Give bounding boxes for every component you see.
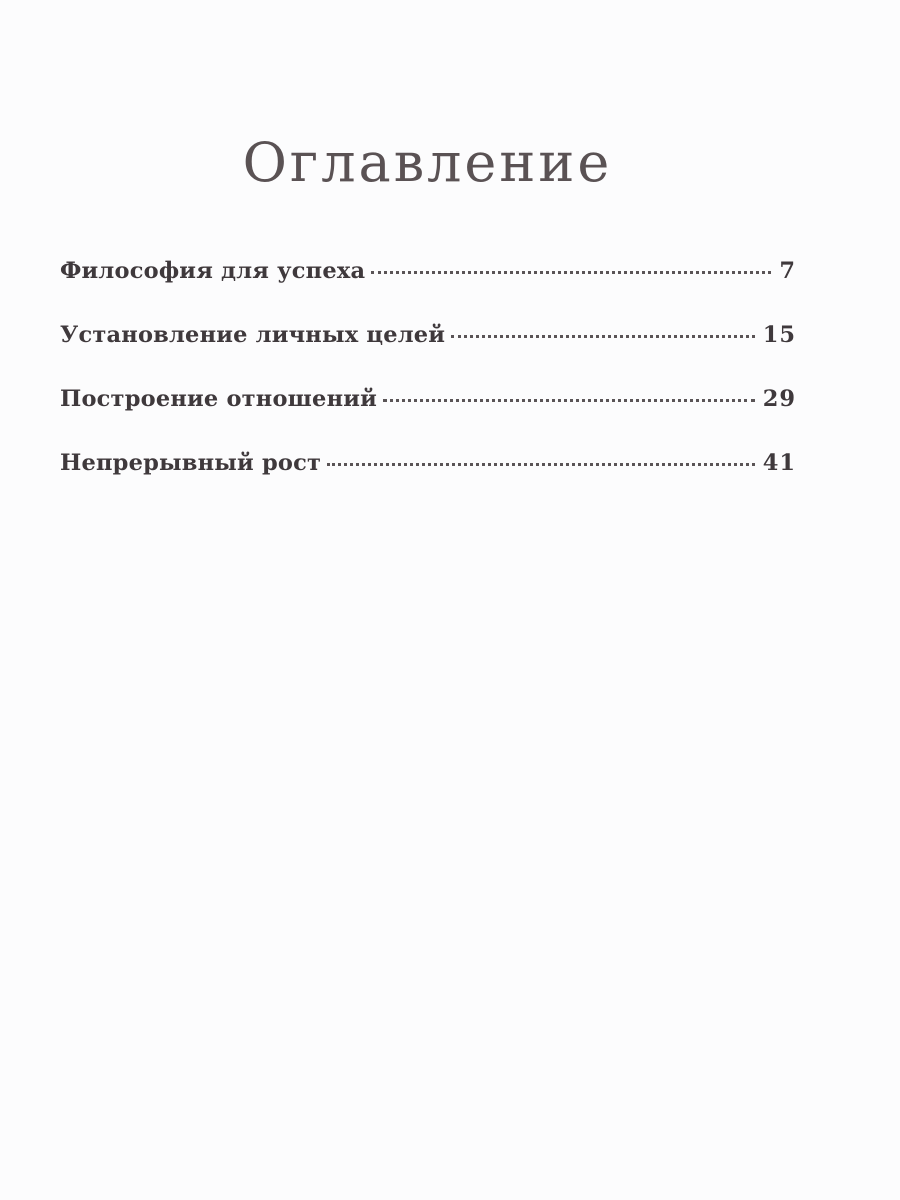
toc-entry-title: Непрерывный рост <box>60 450 322 476</box>
toc-entry-page-number: 7 <box>779 258 796 284</box>
dot-leader <box>327 463 755 466</box>
toc-entry <box>60 386 796 450</box>
toc-entry-title: Философия для успеха <box>60 258 366 284</box>
toc-entry <box>60 258 796 322</box>
dot-leader <box>383 399 755 402</box>
toc-entry-page-number: 41 <box>762 450 796 476</box>
dot-leader <box>451 335 755 338</box>
toc-entry <box>60 450 796 514</box>
toc-entry-page-number: 15 <box>762 322 796 348</box>
toc-entry-title: Установление личных целей <box>60 322 446 348</box>
dot-leader <box>371 271 771 274</box>
page-title: Оглавление <box>242 131 613 194</box>
table-of-contents <box>60 258 796 514</box>
toc-entry-title: Построение отношений <box>60 386 378 412</box>
toc-entry-page-number: 29 <box>762 386 796 412</box>
toc-entry <box>60 322 796 386</box>
